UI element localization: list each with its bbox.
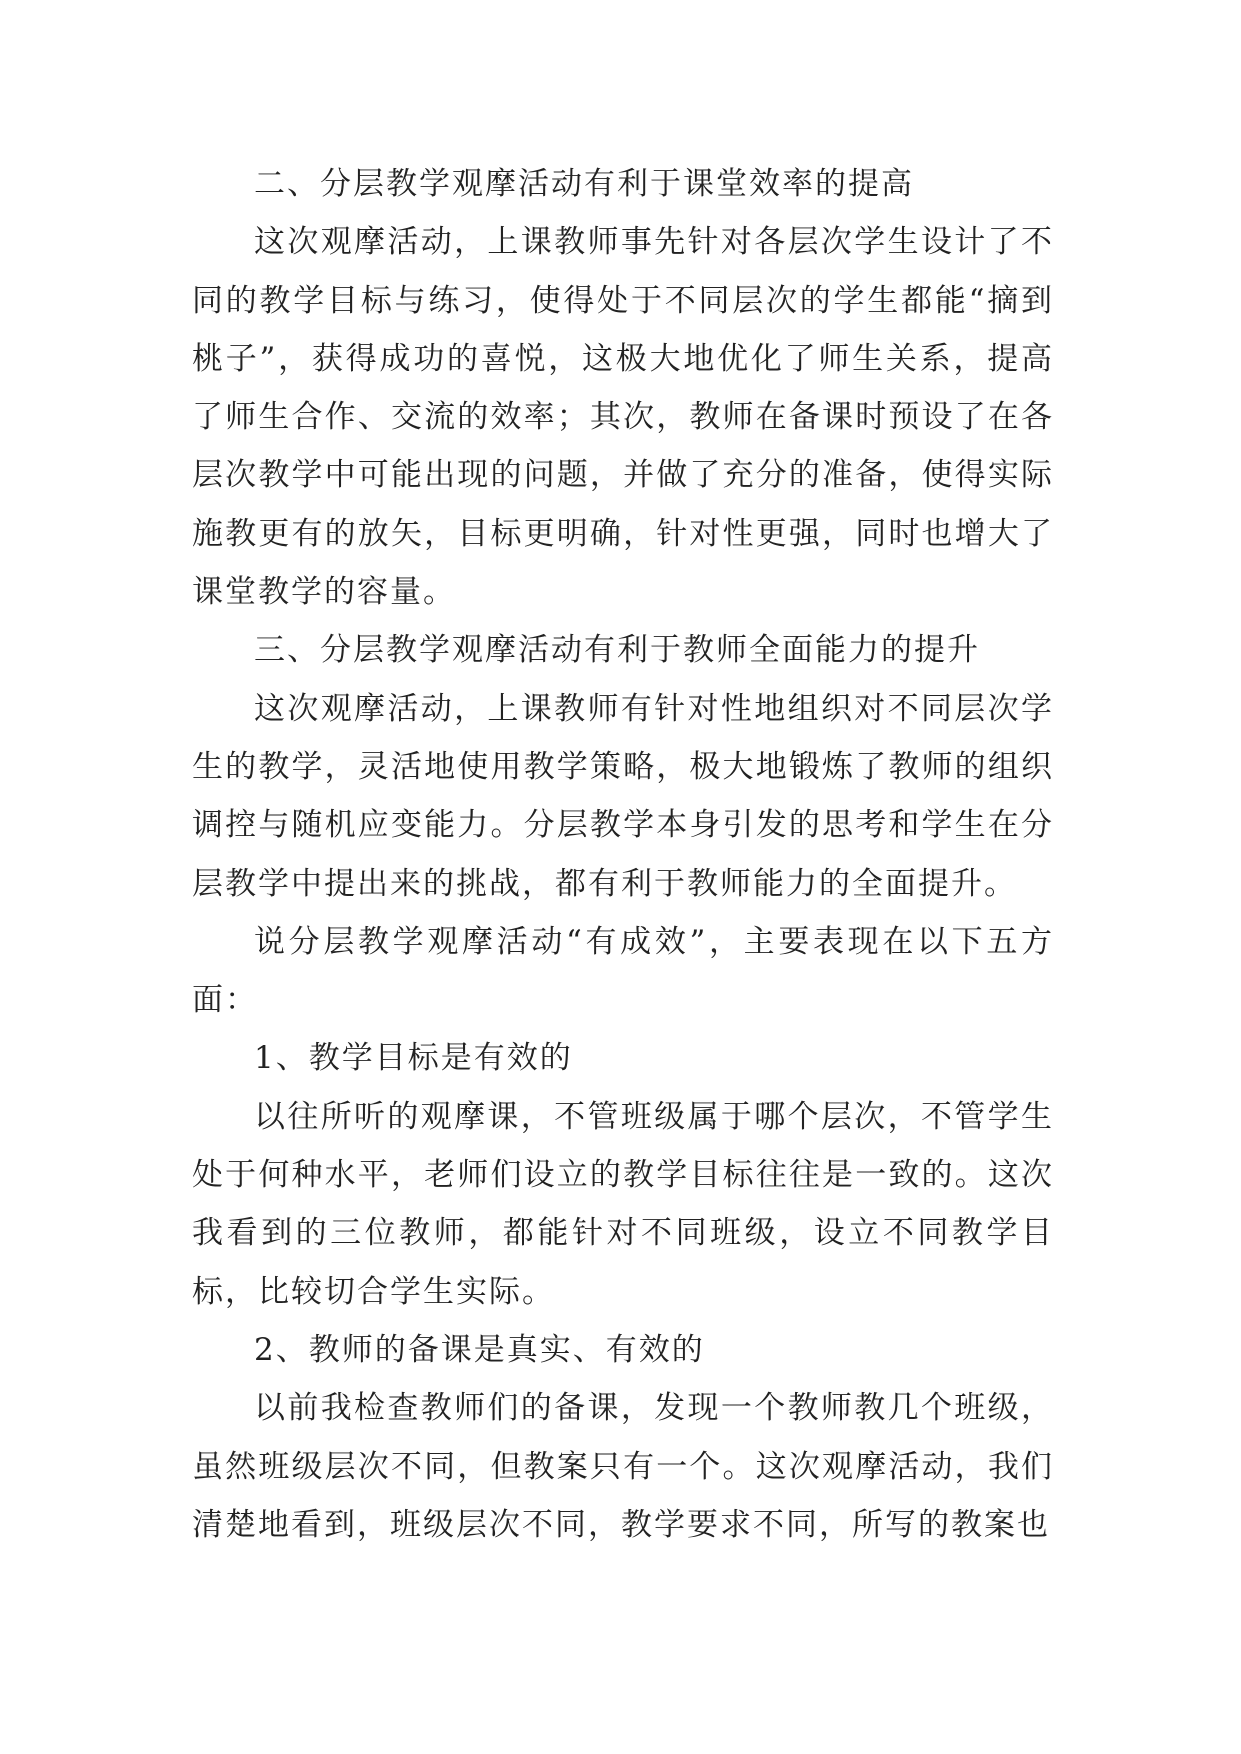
list-heading-2: 2、教师的备课是真实、有效的 xyxy=(254,1331,705,1368)
paragraph: 以前我检查教师们的备课，发现一个教师教几个班级，虽然班级层次不同，但教案只有一个。这次观摩活动，我们清楚地看到，班级层次不同，教学要求不同，所写的教案也 xyxy=(192,1390,1054,1543)
paragraph: 以往所听的观摩课，不管班级属于哪个层次，不管学生处于何种水平，老师们设立的教学目标往往是一致的。这次我看到的三位教师，都能针对不同班级，设立不同教学目标，比较切合学生实际。 xyxy=(192,1098,1054,1310)
list-heading-1: 1、教学目标是有效的 xyxy=(254,1040,573,1077)
paragraph: 说分层教学观摩活动“有成效”，主要表现在以下五方面： xyxy=(192,923,1054,1019)
paragraph: 这次观摩活动，上课教师事先针对各层次学生设计了不同的教学目标与练习，使得处于不同层次的学生都能“摘到桃子”，获得成功的喜悦，这极大地优化了师生关系，提高了师生合作、交流的效率；其次，教师在备课时预设了在各层次教学中可能出现的问题，并做了充分的准备，使得实际施教更有的放矢，目标更明确，针对性更强，同时也增大了课堂教学的容量。 xyxy=(192,224,1054,611)
document-body xyxy=(192,155,1054,1554)
section-heading-2: 二、分层教学观摩活动有利于课堂效率的提高 xyxy=(254,166,914,202)
section-heading-3: 三、分层教学观摩活动有利于教师全面能力的提升 xyxy=(254,632,980,669)
paragraph: 这次观摩活动，上课教师有针对性地组织对不同层次学生的教学，灵活地使用教学策略，极大地锻炼了教师的组织调控与随机应变能力。分层教学本身引发的思考和学生在分层教学中提出来的挑战，都有利于教师能力的全面提升。 xyxy=(192,690,1054,902)
